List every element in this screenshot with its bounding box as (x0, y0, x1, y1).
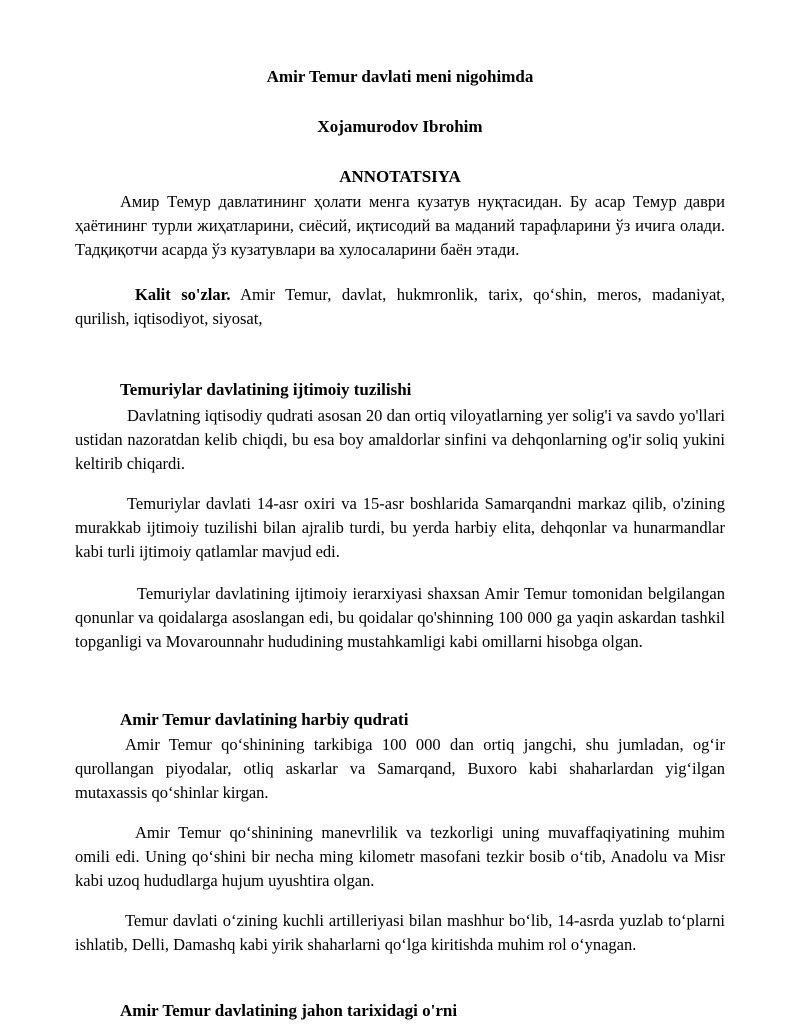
keywords-label: Kalit so'zlar. (135, 285, 231, 304)
section-paragraph: Amir Temur qo‘shinining manevrlilik va tezkorligi uning muvaffaqiyatining muhim omili edi. Uning qo‘shini bir necha ming kilometr masofani tezkir bosib o‘tib, Anadolu va Misr kabi uzoq hududlarga hujum uyushtira olgan. (75, 823, 725, 890)
author-name: Xojamurodov Ibrohim (317, 117, 483, 136)
section-heading-military: Amir Temur davlatining harbiy qudrati (120, 710, 409, 729)
section-paragraph: Temuriylar davlatining ijtimoiy ierarxiyasi shaxsan Amir Temur tomonidan belgilangan qonunlar va qoidalarga asoslangan edi, bu qoidalar qo'shinning 100 000 ga yaqin askardan tashkil topganligi va Movarounnahr hududining mustahkamligi kabi omillarni hisobga olgan. (75, 584, 725, 651)
section-paragraph: Temuriylar davlati 14-asr oxiri va 15-asr boshlarida Samarqandni markaz qilib, o'zining murakkab ijtimoiy tuzilishi bilan ajralib turdi, bu yerda harbiy elita, dehqonlar va hunarmandlar kabi turli ijtimoiy qatlamlar mavjud edi. (75, 494, 725, 561)
document-title: Amir Temur davlati meni nigohimda (266, 67, 534, 86)
annotation-text: Амир Темур давлатининг ҳолати менга кузатув нуқтасидан. Бу асар Темур даври ҳаётининг турли жиҳатларини, сиёсий, иқтисодий ва маданий тарафларини ўз ичига олади. Тадқиқотчи асарда ўз кузатувлари ва хулосаларини баён этади. (75, 192, 725, 259)
section-paragraph: Temur davlati o‘zining kuchli artilleriyasi bilan mashhur bo‘lib, 14-asrda yuzlab to‘plarni ishlatib, Delli, Damashq kabi yirik shaharlarni qo‘lga kiritishda muhim rol o‘ynagan. (75, 911, 725, 954)
keywords-text: Amir Temur, davlat, hukmronlik, tarix, qo‘shin, meros, madaniyat, qurilish, iqtisodiyot, siyosat, (75, 285, 725, 328)
section-paragraph: Amir Temur qo‘shinining tarkibiga 100 000 dan ortiq jangchi, shu jumladan, og‘ir qurollangan piyodalar, otliq askarlar va Samarqand, Buxoro kabi shaharlardan yig‘ilgan mutaxassis qo‘shinlar kirgan. (75, 735, 725, 802)
annotation-heading: ANNOTATSIYA (339, 167, 461, 186)
section-heading-social: Temuriylar davlatining ijtimoiy tuzilishi (120, 380, 412, 399)
section-heading-world-history: Amir Temur davlatining jahon tarixidagi o'rni (120, 1001, 458, 1020)
keywords-paragraph (75, 283, 725, 331)
section-paragraph: Davlatning iqtisodiy qudrati asosan 20 dan ortiq viloyatlarning yer solig'i va savdo yo'llari ustidan nazoratdan kelib chiqdi, bu esa boy amaldorlar sinfini va dehqonlarning og'ir soliq yukini keltirib chiqardi. (75, 406, 725, 473)
